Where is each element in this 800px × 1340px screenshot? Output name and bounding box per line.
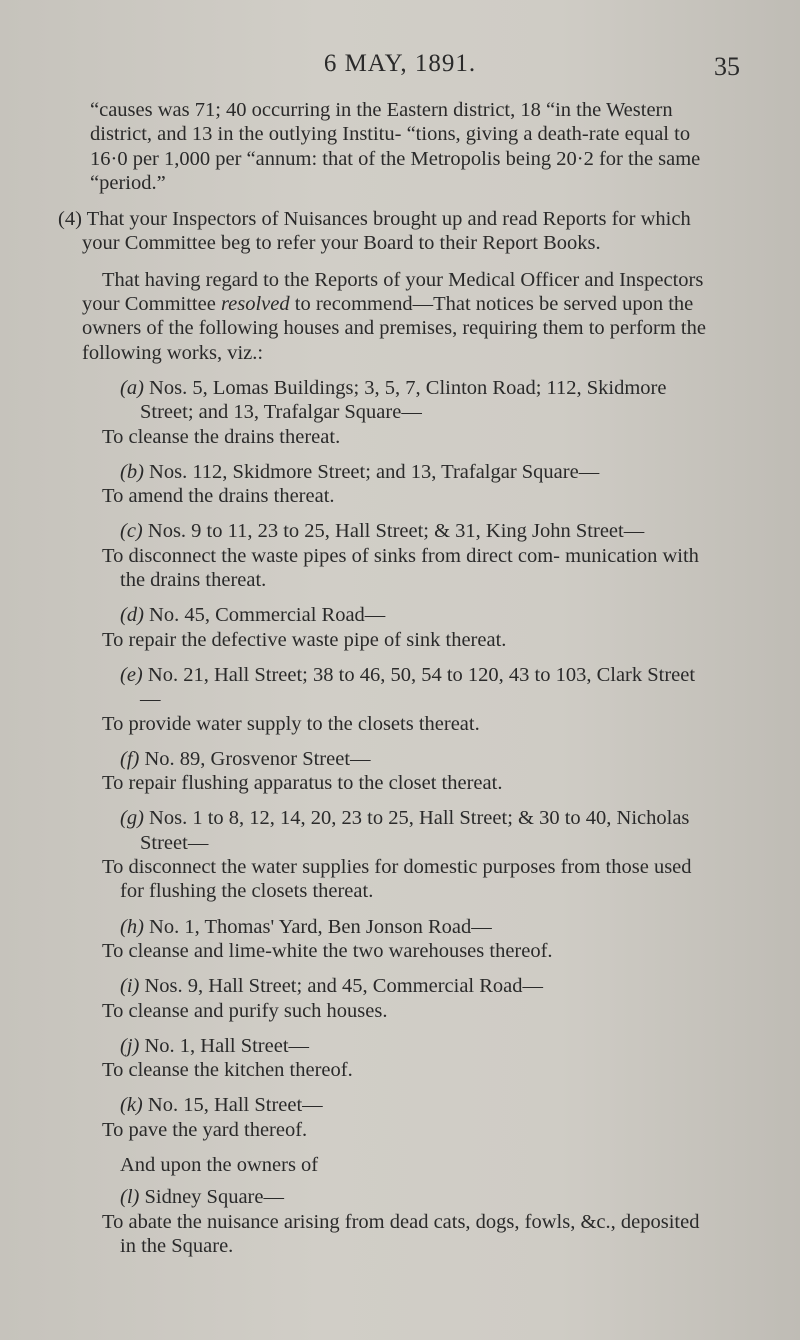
list-item	[82, 519, 710, 592]
item-work: To provide water supply to the closets thereat.	[102, 712, 480, 735]
item-premises-text: Nos. 112, Skidmore Street; and 13, Trafalgar Square—	[149, 460, 600, 483]
item-premises	[82, 747, 710, 771]
item-work: To cleanse and purify such houses.	[102, 999, 388, 1022]
item-premises	[82, 1185, 710, 1209]
item-work: To disconnect the waste pipes of sinks from direct com- munication with the drains thereat.	[102, 544, 699, 592]
item-label: (i)	[120, 975, 140, 998]
item-work: To repair flushing apparatus to the closet thereat.	[102, 772, 503, 795]
list-item	[82, 915, 710, 964]
item-premises-text: No. 45, Commercial Road—	[149, 604, 386, 627]
item-work: To amend the drains thereat.	[102, 485, 335, 508]
item-label: (c)	[120, 520, 143, 543]
item-label: (a)	[120, 376, 144, 399]
list-item	[82, 806, 710, 903]
list-item-l	[82, 1185, 710, 1258]
item-label: (k)	[120, 1094, 143, 1117]
item-label: (g)	[120, 807, 144, 830]
list-item	[82, 603, 710, 652]
item-premises	[82, 1093, 710, 1117]
item-premises	[82, 519, 710, 543]
list-item	[82, 1093, 710, 1142]
item-premises-text: Sidney Square—	[144, 1186, 284, 1209]
resolution-italic-word: resolved	[220, 293, 290, 316]
paragraph-4-text: That your Inspectors of Nuisances brought up and read Reports for which your Committee beg to refer your Board to their Report Books.	[82, 208, 691, 255]
item-premises-text: No. 15, Hall Street—	[147, 1094, 323, 1117]
works-list	[82, 376, 710, 1142]
list-item	[82, 376, 710, 449]
item-premises-text: Nos. 9, Hall Street; and 45, Commercial Road—	[144, 975, 544, 998]
item-label: (l)	[120, 1186, 140, 1209]
item-premises-text: No. 89, Grosvenor Street—	[144, 747, 371, 770]
item-premises-text: Nos. 9 to 11, 23 to 25, Hall Street; & 31, King John Street—	[147, 520, 645, 543]
item-premises	[82, 1034, 710, 1058]
item-label: (d)	[120, 604, 144, 627]
quoted-passage: “causes was 71; 40 occurring in the Eastern district, 18 “in the Western district, and 13 in the outlying Institu- “tions, giving a death-rate equal to 16·0 per 1,000 per “annum: that of the Metropolis being 20·2 for the same “period.”	[90, 99, 701, 194]
item-label: (f)	[120, 747, 140, 770]
page-header	[0, 50, 800, 86]
item-label: (j)	[120, 1034, 140, 1057]
page-body	[58, 98, 710, 1258]
list-item	[82, 663, 710, 736]
page-number: 35	[714, 52, 740, 81]
item-work: To disconnect the water supplies for domestic purposes from those used for flushing the closets thereat.	[102, 856, 692, 903]
resolution-text-before: That having regard to the Reports of your Medical Officer and Inspectors your Committee	[82, 268, 704, 316]
list-item	[82, 747, 710, 796]
item-premises	[82, 663, 710, 712]
item-premises-text: No. 1, Thomas' Yard, Ben Jonson Road—	[149, 915, 492, 938]
list-item	[82, 974, 710, 1023]
paragraph-4	[58, 207, 710, 256]
owners-lead: And upon the owners of	[120, 1153, 319, 1176]
page-date-title: 6 MAY, 1891.	[323, 50, 477, 77]
item-premises	[82, 603, 710, 627]
list-item	[82, 1034, 710, 1083]
item-label: (b)	[120, 460, 144, 483]
item-premises	[82, 915, 710, 939]
item-premises	[82, 974, 710, 998]
item-work: To cleanse the kitchen thereof.	[102, 1059, 353, 1082]
item-work: To abate the nuisance arising from dead cats, dogs, fowls, &c., deposited in the Square.	[102, 1210, 700, 1257]
item-work: To cleanse the drains thereat.	[102, 425, 341, 448]
resolution-text-after: to recommend—That notices be served upon the owners of the following houses and premises, requiring them to perform the following works, viz.:	[82, 293, 706, 364]
item-work: To pave the yard thereof.	[102, 1118, 308, 1141]
item-premises	[82, 806, 710, 855]
item-work: To cleanse and lime-white the two warehouses thereof.	[102, 939, 553, 962]
list-item	[82, 460, 710, 509]
item-label: (h)	[120, 915, 144, 938]
paragraph-number: (4)	[58, 208, 82, 231]
resolution-paragraph	[82, 268, 710, 365]
item-premises-text: Nos. 5, Lomas Buildings; 3, 5, 7, Clinton Road; 112, Skidmore Street; and 13, Trafalgar Square—	[140, 376, 667, 424]
item-premises	[82, 460, 710, 484]
item-premises-text: No. 1, Hall Street—	[144, 1034, 310, 1057]
item-work: To repair the defective waste pipe of sink thereat.	[102, 628, 507, 651]
item-premises	[82, 376, 710, 425]
item-premises-text: No. 21, Hall Street; 38 to 46, 50, 54 to 120, 43 to 103, Clark Street—	[140, 663, 696, 711]
item-premises-text: Nos. 1 to 8, 12, 14, 20, 23 to 25, Hall Street; & 30 to 40, Nicholas Street—	[140, 807, 690, 854]
item-label: (e)	[120, 663, 143, 686]
